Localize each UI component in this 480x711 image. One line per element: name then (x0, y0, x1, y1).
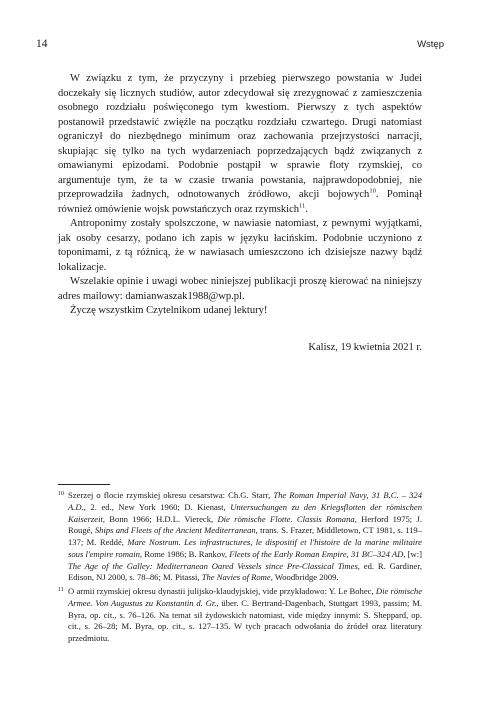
footnote-number: 10 (58, 491, 64, 497)
paragraph-3: Wszelakie opinie i uwagi wobec niniejszej publikacji proszę kierować na niniejszy adres mailowy: damianwaszak1988@wp.pl. (58, 276, 422, 302)
paragraph-1: W związku z tym, że przyczyny i przebieg pierwszego powstania w Judei doczekały się licznych studiów, autor zdecydował się zrezygnować z zamieszczenia osobnego rozdziału poświęconego tym kwestiom. Pierwszy z tych aspektów postanowił przedstawić zwięźle na początku rozdziału czwartego. Drugi natomiast ograniczył do niezbędnego minimum oraz zachowania przejrzystości narracji, skupiając się tylko na tych wydarzeniach poprzedzających bądź związanych z omawianymi epizodami. Podobnie postąpił w sprawie floty rzymskiej, co argumentuje tym, że ta w czasie trwania powstania, najprawdopodobniej, nie przeprowadziła żadnych, odnotowanych źródłowo, akcji bojowych$^{10}$. Pominął również omówienie wojsk powstańczych oraz rzymskich$^{11}$. (58, 73, 422, 215)
footnote-ref-11[interactable]: 11 (299, 201, 306, 209)
footnote-divider (58, 484, 110, 485)
page-number: 14 (36, 38, 48, 50)
footnote-11: 11 O armii rzymskiej okresu dynastii julijsko-klaudyjskiej, vide przykładowo: Y. Le Bohec, Die römische Armee. Von Augustus zu Konstantin d. Gr., über. C. Bertrand-Dagenbach, Stuttgart 1993, passim; M. Byra, op. cit., s. 76–126. Na temat sił żydowskich natomiast, vide między innymi: S. Sheppard, op. cit., s. 26–28; M. Byra, op. cit., s. 127–135. W tych pracach odwołania do źródeł oraz literatury przedmiotu. (58, 586, 423, 643)
signoff-date: Kalisz, 19 kwietnia 2021 r. (308, 341, 422, 353)
page-header (36, 38, 444, 54)
paragraph-2: Antroponimy zostały spolszczone, w nawiasie natomiast, z pewnymi wyjątkami, jak osoby cesarzy, podano ich zapis w języku łacińskim. Podobnie uczyniono z toponimami, z tą różnicą, że w nawiasach umieszczono ich dzisiejsze nazwy bądź lokalizacje. (58, 218, 422, 273)
running-title: Wstęp (417, 39, 444, 50)
footnotes (58, 490, 422, 645)
main-text (58, 72, 422, 355)
footnote-10: 10 Szerzej o flocie rzymskiej okresu cesarstwa: Ch.G. Starr, The Roman Imperial Navy, 31 B.C. – 324 A.D., 2. ed., New York 1960; D. Kienast, Untersuchungen zu den Kriegsflotten der römischen Kaiserzeit, Bonn 1966; H.D.L. Viereck, Die römische Flotte. Classis Romana, Herford 1975; J. Rougé, Ships and Fleets of the Ancient Mediterranean, trans. S. Frazer, Middletown, CT 1981, s. 119–137; M. Reddé, Mare Nostrum. Les infrastructures, le dispositif et l'histoire de la marine militaire sous l'empire romain, Rome 1986; B. Rankov, Fleets of the Early Roman Empire, 31 BC–324 AD, [w:] The Age of the Galley: Mediterranean Oared Vessels since Pre-Classical Times, ed. R. Gardiner, Edison, NJ 2000, s. 78–86; M. Pitassi, The Navies of Rome, Woodbridge 2009. (58, 490, 423, 583)
footnote-ref-10[interactable]: 10 (369, 187, 376, 195)
footnote-number: 11 (58, 587, 64, 593)
paragraph-4: Życzę wszystkim Czytelnikom udanej lektury! (70, 305, 268, 316)
